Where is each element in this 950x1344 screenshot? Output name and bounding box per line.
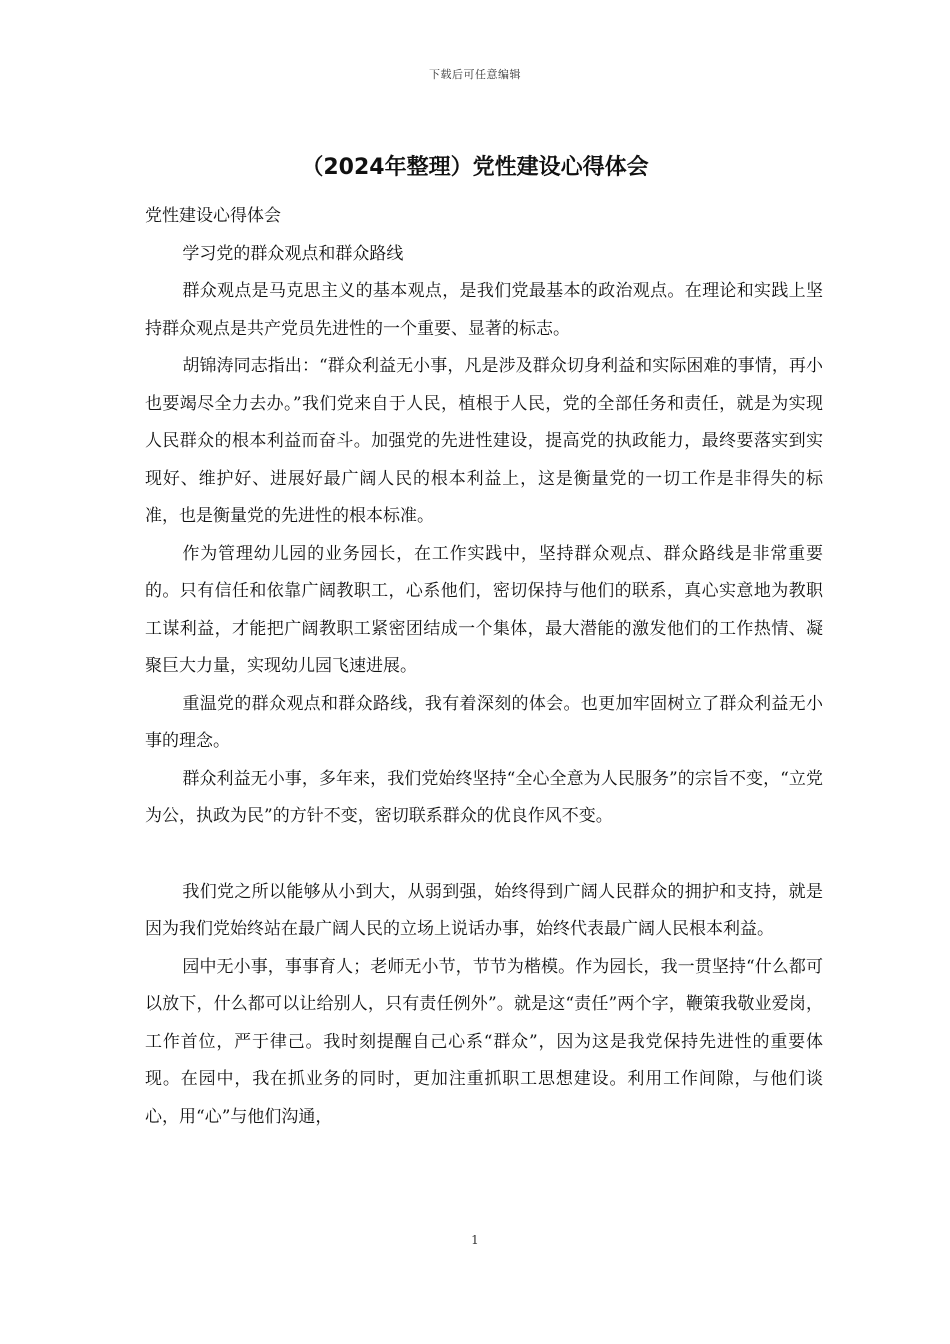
document-body <box>145 198 823 1136</box>
paragraph: 重温党的群众观点和群众路线，我有着深刻的体会。也更加牢固树立了群众利益无小事的理念。 <box>145 693 823 751</box>
paragraph: 群众利益无小事，多年来，我们党始终坚持“全心全意为人民服务”的宗旨不变，“立党为公，执政为民”的方针不变，密切联系群众的优良作风不变。 <box>145 768 823 826</box>
page-header: 下载后可任意编辑 <box>429 68 521 81</box>
paragraph-topic: 学习党的群众观点和群众路线 <box>182 243 404 264</box>
paragraph: 群众观点是马克思主义的基本观点，是我们党最基本的政治观点。在理论和实践上坚持群众观点是共产党员先进性的一个重要、显著的标志。 <box>145 281 823 339</box>
section-heading: 党性建设心得体会 <box>145 206 281 226</box>
paragraph: 作为管理幼儿园的业务园长，在工作实践中，坚持群众观点、群众路线是非常重要的。只有信任和依靠广阔教职工，心系他们，密切保持与他们的联系，真心实意地为教职工谋利益，才能把广阔教职工紧密团结成一个集体，最大潜能的激发他们的工作热情、凝聚巨大力量，实现幼儿园飞速进展。 <box>145 543 823 676</box>
paragraph: 胡锦涛同志指出：“群众利益无小事，凡是涉及群众切身利益和实际困难的事情，再小也要竭尽全力去办。”我们党来自于人民，植根于人民，党的全部任务和责任，就是为实现人民群众的根本利益而奋斗。加强党的先进性建设，提高党的执政能力，最终要落实到实现好、维护好、进展好最广阔人民的根本利益上，这是衡量党的一切工作是非得失的标准，也是衡量党的先进性的根本标准。 <box>145 356 823 526</box>
paragraph: 园中无小事，事事育人；老师无小节，节节为楷模。作为园长，我一贯坚持“什么都可以放下，什么都可以让给别人，只有责任例外”。就是这“责任”两个字，鞭策我敬业爱岗，工作首位，严于律己。我时刻提醒自己心系“群众”，因为这是我党保持先进性的重要体现。在园中，我在抓业务的同时，更加注重抓职工思想建设。利用工作间隙，与他们谈心，用“心”与他们沟通， <box>145 956 823 1127</box>
document-title: （2024年整理）党性建设心得体会 <box>301 155 649 180</box>
page-number: 1 <box>471 1233 479 1247</box>
blank-line <box>145 836 823 874</box>
paragraph: 我们党之所以能够从小到大，从弱到强，始终得到广阔人民群众的拥护和支持，就是因为我们党始终站在最广阔人民的立场上说话办事，始终代表最广阔人民根本利益。 <box>145 881 823 939</box>
